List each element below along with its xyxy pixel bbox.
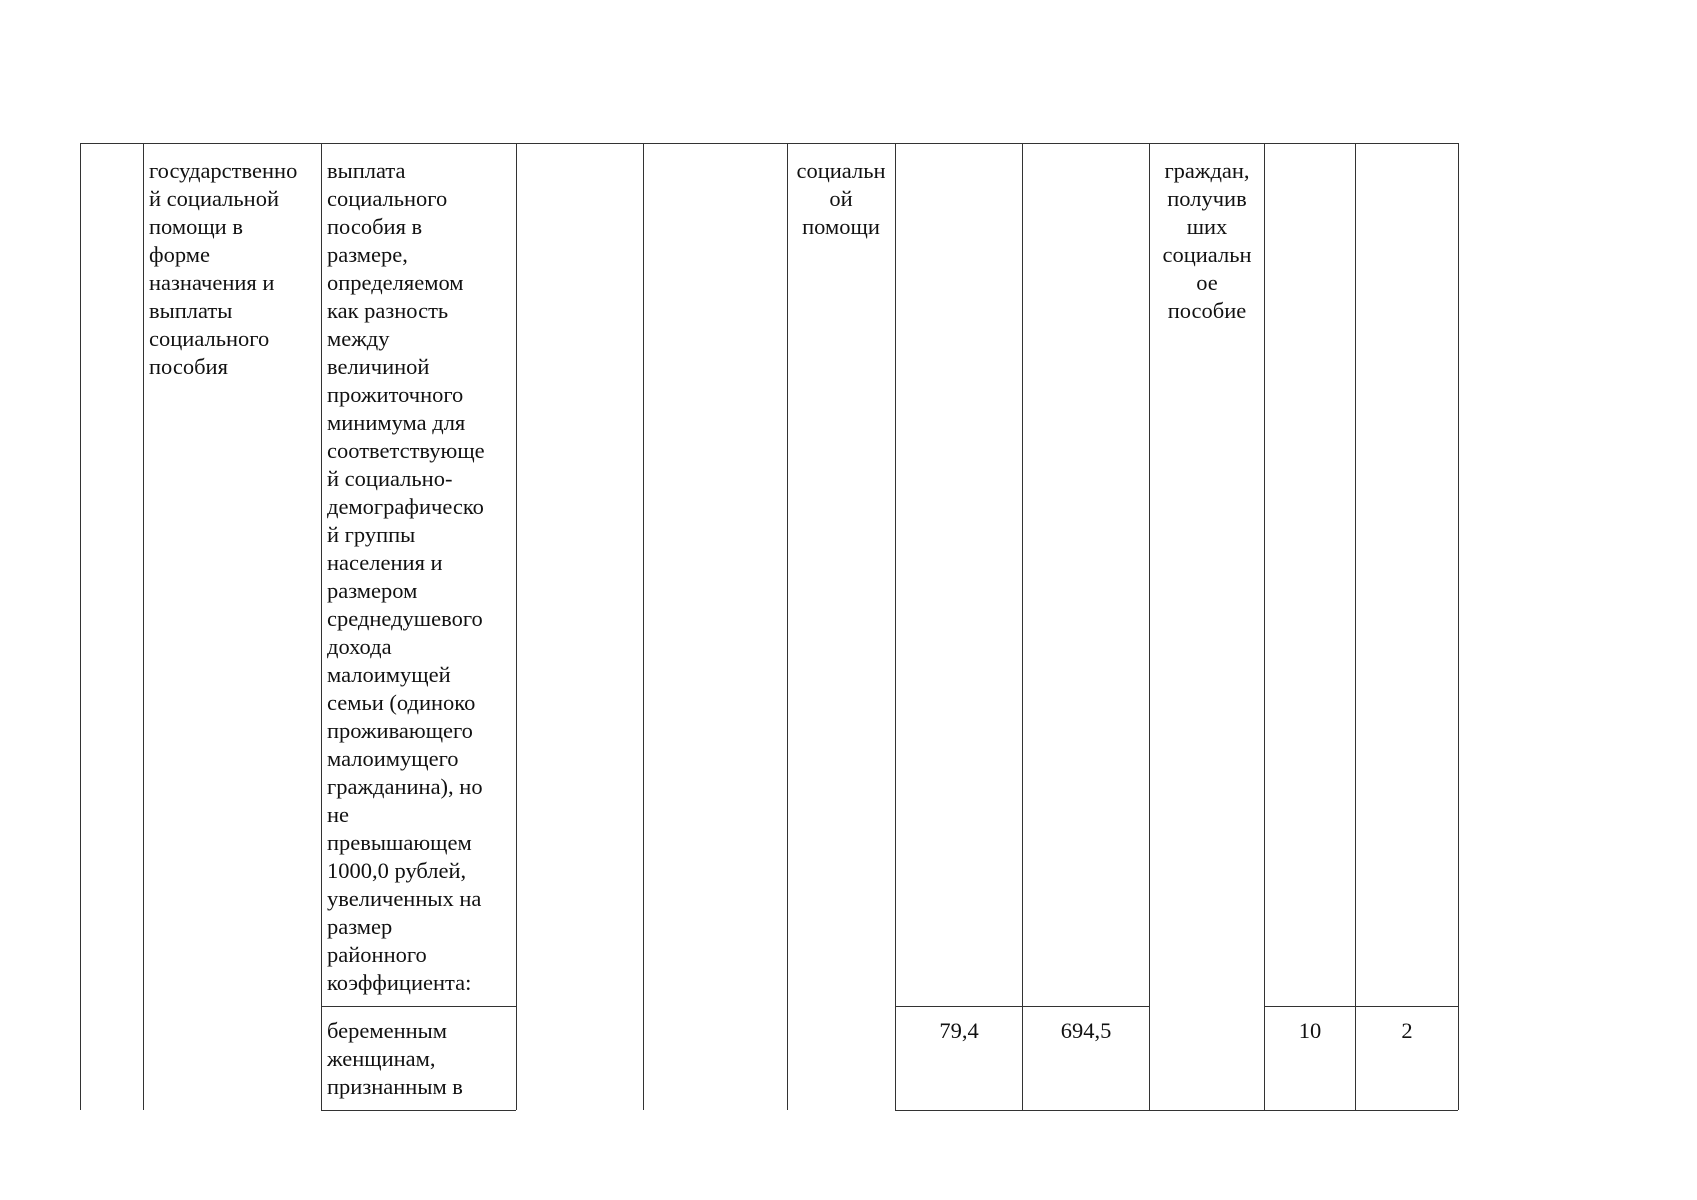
text-line: пособия [149,354,228,379]
text-line: прожиточного [327,382,464,407]
text-line: признанным в [327,1074,463,1099]
text-line: между [327,326,390,351]
text-line: населения и [327,550,443,575]
text-line: й группы [327,522,416,547]
text-line: форме [149,242,210,267]
text-line: выплата [327,158,406,183]
col-border-5 [787,143,788,1110]
col-border-7 [1022,143,1023,1110]
cell-value-col11: 2 [1401,1018,1413,1043]
text-line: превышающем [327,830,472,855]
row-divider-col3 [321,1006,516,1007]
text-line: размером [327,578,418,603]
text-line: граждан, [1164,158,1250,183]
text-line: социальн [1162,242,1252,267]
text-line: среднедушевого [327,606,483,631]
text-line: проживающего [327,718,473,743]
col-border-10 [1355,143,1356,1110]
col-border-11 [1458,143,1459,1110]
text-line: ое [1196,270,1218,295]
cell-recipients [1150,157,1264,325]
cell-assistance-form [149,157,319,381]
col-border-1 [143,143,144,1110]
cell-social-assistance [788,157,894,241]
text-line: коэффициента: [327,970,472,995]
text-line: социальн [796,158,886,183]
cell-value-col10: 10 [1298,1018,1322,1043]
text-line: размер [327,914,393,939]
text-line: женщинам, [327,1046,436,1071]
text-line: ших [1186,214,1228,239]
text-line: семьи (одиноко [327,690,476,715]
col-border-2 [321,143,322,1110]
col-border-0 [80,143,81,1110]
row-divider-col10-11 [1264,1006,1458,1007]
text-line: определяемом [327,270,464,295]
text-line: помощи в [149,214,243,239]
text-line: районного [327,942,427,967]
cell-value-col7: 79,4 [939,1018,979,1043]
text-line: беременным [327,1018,448,1043]
text-line: государственно [149,158,298,183]
text-line: й социальной [149,186,279,211]
text-line: помощи [802,214,880,239]
text-line: пособие [1167,298,1247,323]
table-top-border [80,143,1458,144]
cell-pregnant-women [327,1017,515,1101]
text-line: й социально- [327,466,453,491]
text-line: малоимущей [327,662,451,687]
row2-bottom-col3 [321,1110,516,1111]
text-line: пособия в [327,214,423,239]
text-line: величиной [327,354,430,379]
text-line: соответствующе [327,438,485,463]
text-line: гражданина), но [327,774,483,799]
col-border-9 [1264,143,1265,1110]
text-line: увеличенных на [327,886,482,911]
col-border-3 [516,143,517,1110]
text-line: выплаты [149,298,233,323]
text-line: демографическо [327,494,484,519]
text-line: минимума для [327,410,466,435]
text-line: получив [1167,186,1247,211]
col-border-4 [643,143,644,1110]
text-line: назначения и [149,270,275,295]
text-line: не [327,802,350,827]
text-line: размере, [327,242,408,267]
text-line: как разность [327,298,449,323]
cell-value-col8: 694,5 [1060,1018,1112,1043]
row2-bottom-col7-11 [895,1110,1458,1111]
cell-payment-description [327,157,515,997]
col-border-6 [895,143,896,1110]
text-line: малоимущего [327,746,459,771]
text-line: социального [149,326,270,351]
text-line: социального [327,186,448,211]
text-line: 1000,0 рублей, [327,858,467,883]
text-line: дохода [327,634,392,659]
text-line: ой [829,186,853,211]
